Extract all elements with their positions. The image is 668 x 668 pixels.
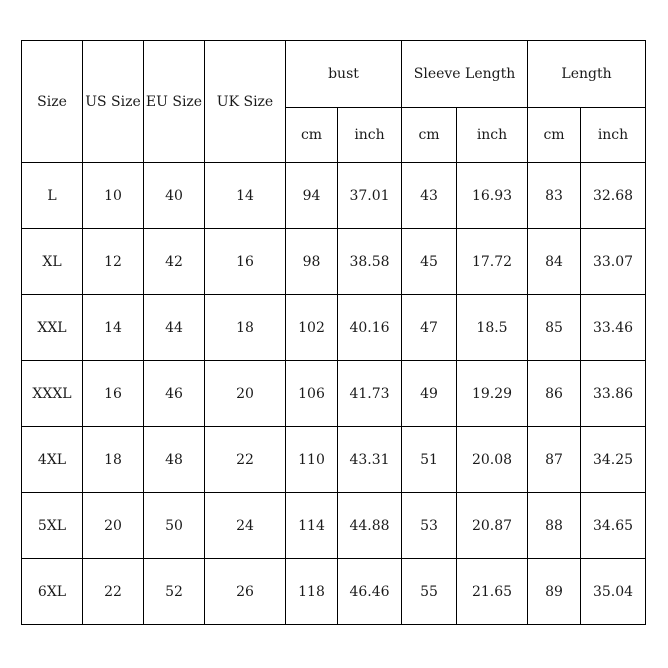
cell-bust-inch: 40.16: [338, 295, 402, 361]
cell-bust-cm: 106: [286, 361, 338, 427]
cell-bust-inch: 41.73: [338, 361, 402, 427]
cell-bust-inch: 46.46: [338, 559, 402, 625]
cell-eu-size: 44: [144, 295, 205, 361]
cell-uk-size: 20: [205, 361, 286, 427]
header-us-size: US Size: [83, 41, 144, 163]
cell-uk-size: 26: [205, 559, 286, 625]
header-uk-size: UK Size: [205, 41, 286, 163]
cell-sleeve-cm: 47: [402, 295, 457, 361]
cell-bust-cm: 114: [286, 493, 338, 559]
table-row: [22, 163, 646, 229]
cell-us-size: 14: [83, 295, 144, 361]
table-row: [22, 559, 646, 625]
unit-bust-cm: cm: [286, 108, 338, 163]
unit-sleeve-cm: cm: [402, 108, 457, 163]
table-row: [22, 493, 646, 559]
table-row: [22, 229, 646, 295]
size-chart-table: [21, 40, 646, 625]
cell-size: XXL: [22, 295, 83, 361]
cell-length-cm: 88: [528, 493, 581, 559]
cell-length-cm: 89: [528, 559, 581, 625]
cell-length-cm: 83: [528, 163, 581, 229]
cell-uk-size: 22: [205, 427, 286, 493]
cell-uk-size: 14: [205, 163, 286, 229]
unit-length-inch: inch: [581, 108, 646, 163]
cell-sleeve-inch: 19.29: [457, 361, 528, 427]
cell-sleeve-cm: 55: [402, 559, 457, 625]
table-row: [22, 361, 646, 427]
unit-sleeve-inch: inch: [457, 108, 528, 163]
table-row: [22, 427, 646, 493]
cell-sleeve-inch: 20.87: [457, 493, 528, 559]
cell-sleeve-cm: 51: [402, 427, 457, 493]
cell-sleeve-cm: 49: [402, 361, 457, 427]
cell-size: 6XL: [22, 559, 83, 625]
header-row: [22, 41, 646, 108]
cell-eu-size: 50: [144, 493, 205, 559]
cell-eu-size: 40: [144, 163, 205, 229]
cell-eu-size: 48: [144, 427, 205, 493]
cell-uk-size: 18: [205, 295, 286, 361]
cell-bust-cm: 110: [286, 427, 338, 493]
header-eu-size: EU Size: [144, 41, 205, 163]
cell-uk-size: 24: [205, 493, 286, 559]
unit-bust-inch: inch: [338, 108, 402, 163]
cell-sleeve-cm: 43: [402, 163, 457, 229]
cell-length-inch: 34.25: [581, 427, 646, 493]
cell-bust-cm: 102: [286, 295, 338, 361]
cell-size: L: [22, 163, 83, 229]
unit-length-cm: cm: [528, 108, 581, 163]
cell-bust-inch: 44.88: [338, 493, 402, 559]
cell-bust-cm: 98: [286, 229, 338, 295]
cell-size: XXXL: [22, 361, 83, 427]
cell-sleeve-inch: 20.08: [457, 427, 528, 493]
cell-bust-inch: 38.58: [338, 229, 402, 295]
cell-sleeve-cm: 53: [402, 493, 457, 559]
cell-length-cm: 85: [528, 295, 581, 361]
cell-bust-cm: 118: [286, 559, 338, 625]
cell-uk-size: 16: [205, 229, 286, 295]
cell-us-size: 10: [83, 163, 144, 229]
table-row: [22, 295, 646, 361]
cell-us-size: 12: [83, 229, 144, 295]
cell-length-cm: 84: [528, 229, 581, 295]
cell-us-size: 16: [83, 361, 144, 427]
cell-bust-inch: 43.31: [338, 427, 402, 493]
cell-eu-size: 46: [144, 361, 205, 427]
cell-eu-size: 52: [144, 559, 205, 625]
cell-length-inch: 33.07: [581, 229, 646, 295]
header-size: Size: [22, 41, 83, 163]
cell-length-inch: 33.86: [581, 361, 646, 427]
cell-length-inch: 32.68: [581, 163, 646, 229]
cell-sleeve-inch: 16.93: [457, 163, 528, 229]
cell-length-inch: 33.46: [581, 295, 646, 361]
cell-bust-cm: 94: [286, 163, 338, 229]
cell-sleeve-cm: 45: [402, 229, 457, 295]
header-sleeve-length: Sleeve Length: [402, 41, 528, 108]
cell-size: XL: [22, 229, 83, 295]
cell-size: 5XL: [22, 493, 83, 559]
header-length: Length: [528, 41, 646, 108]
cell-eu-size: 42: [144, 229, 205, 295]
cell-length-cm: 86: [528, 361, 581, 427]
cell-sleeve-inch: 18.5: [457, 295, 528, 361]
cell-bust-inch: 37.01: [338, 163, 402, 229]
cell-us-size: 20: [83, 493, 144, 559]
cell-length-cm: 87: [528, 427, 581, 493]
cell-length-inch: 34.65: [581, 493, 646, 559]
cell-us-size: 18: [83, 427, 144, 493]
header-bust: bust: [286, 41, 402, 108]
cell-sleeve-inch: 21.65: [457, 559, 528, 625]
cell-us-size: 22: [83, 559, 144, 625]
cell-sleeve-inch: 17.72: [457, 229, 528, 295]
cell-size: 4XL: [22, 427, 83, 493]
cell-length-inch: 35.04: [581, 559, 646, 625]
